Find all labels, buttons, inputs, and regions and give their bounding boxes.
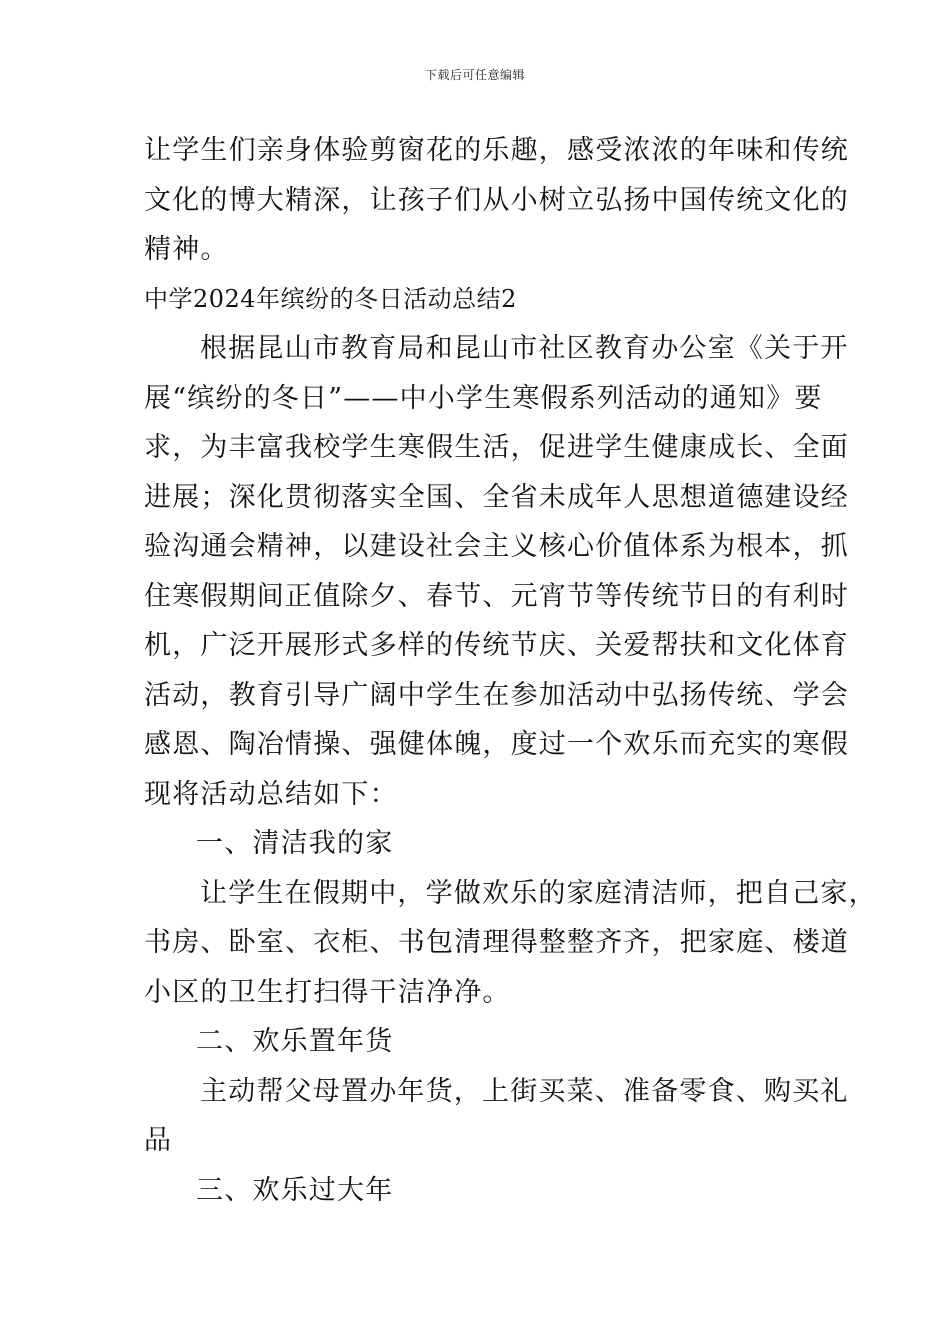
document-body — [144, 126, 877, 1215]
text-line-13: 感恩、陶冶情操、强健体魄，度过一个欢乐而充实的寒假 — [144, 729, 849, 760]
text-line-17: 书房、卧室、衣柜、书包清理得整整齐齐，把家庭、楼道 — [144, 927, 849, 958]
text-line-18: 小区的卫生打扫得干洁净净。 — [144, 976, 511, 1008]
text-line-14: 现将活动总结如下： — [144, 778, 398, 810]
text-line-21: 品 — [144, 1125, 173, 1156]
text-line-20: 主动帮父母置办年货，上街买菜、准备零食、购买礼 — [200, 1075, 849, 1107]
heading-clean-home: 一、清洁我的家 — [196, 828, 394, 859]
page-header-note: 下载后可任意编辑 — [424, 68, 525, 82]
text-line-10: 住寒假期间正值除夕、春节、元宵节等传统节日的有利时 — [144, 580, 849, 612]
text-line-1: 让学生们亲身体验剪窗花的乐趣，感受浓浓的年味和传统 — [144, 135, 849, 166]
text-line-9: 验沟通会精神，以建设社会主义核心价值体系为根本，抓 — [144, 531, 849, 562]
heading-new-year-goods: 二、欢乐置年货 — [196, 1026, 394, 1057]
section-title: 中学2024年缤纷的冬日活动总结2 — [144, 284, 517, 313]
text-line-7: 求，为丰富我校学生寒假生活，促进学生健康成长、全面 — [144, 432, 849, 463]
text-line-5: 根据昆山市教育局和昆山市社区教育办公室《关于开 — [200, 333, 849, 364]
text-line-3: 精神。 — [144, 234, 229, 265]
heading-celebrate-new-year: 三、欢乐过大年 — [196, 1174, 394, 1206]
text-line-6: 展“缤纷的冬日”——中小学生寒假系列活动的通知》要 — [144, 382, 823, 414]
text-line-11: 机，广泛开展形式多样的传统节庆、关爱帮扶和文化体育 — [144, 630, 849, 661]
text-line-2: 文化的博大精深，让孩子们从小树立弘扬中国传统文化的 — [144, 184, 849, 216]
text-line-12: 活动，教育引导广阔中学生在参加活动中弘扬传统、学会 — [144, 679, 849, 711]
text-line-8: 进展；深化贯彻落实全国、全省未成年人思想道德建设经 — [144, 481, 849, 513]
text-line-16: 让学生在假期中，学做欢乐的家庭清洁师，把自己家， — [200, 877, 877, 909]
